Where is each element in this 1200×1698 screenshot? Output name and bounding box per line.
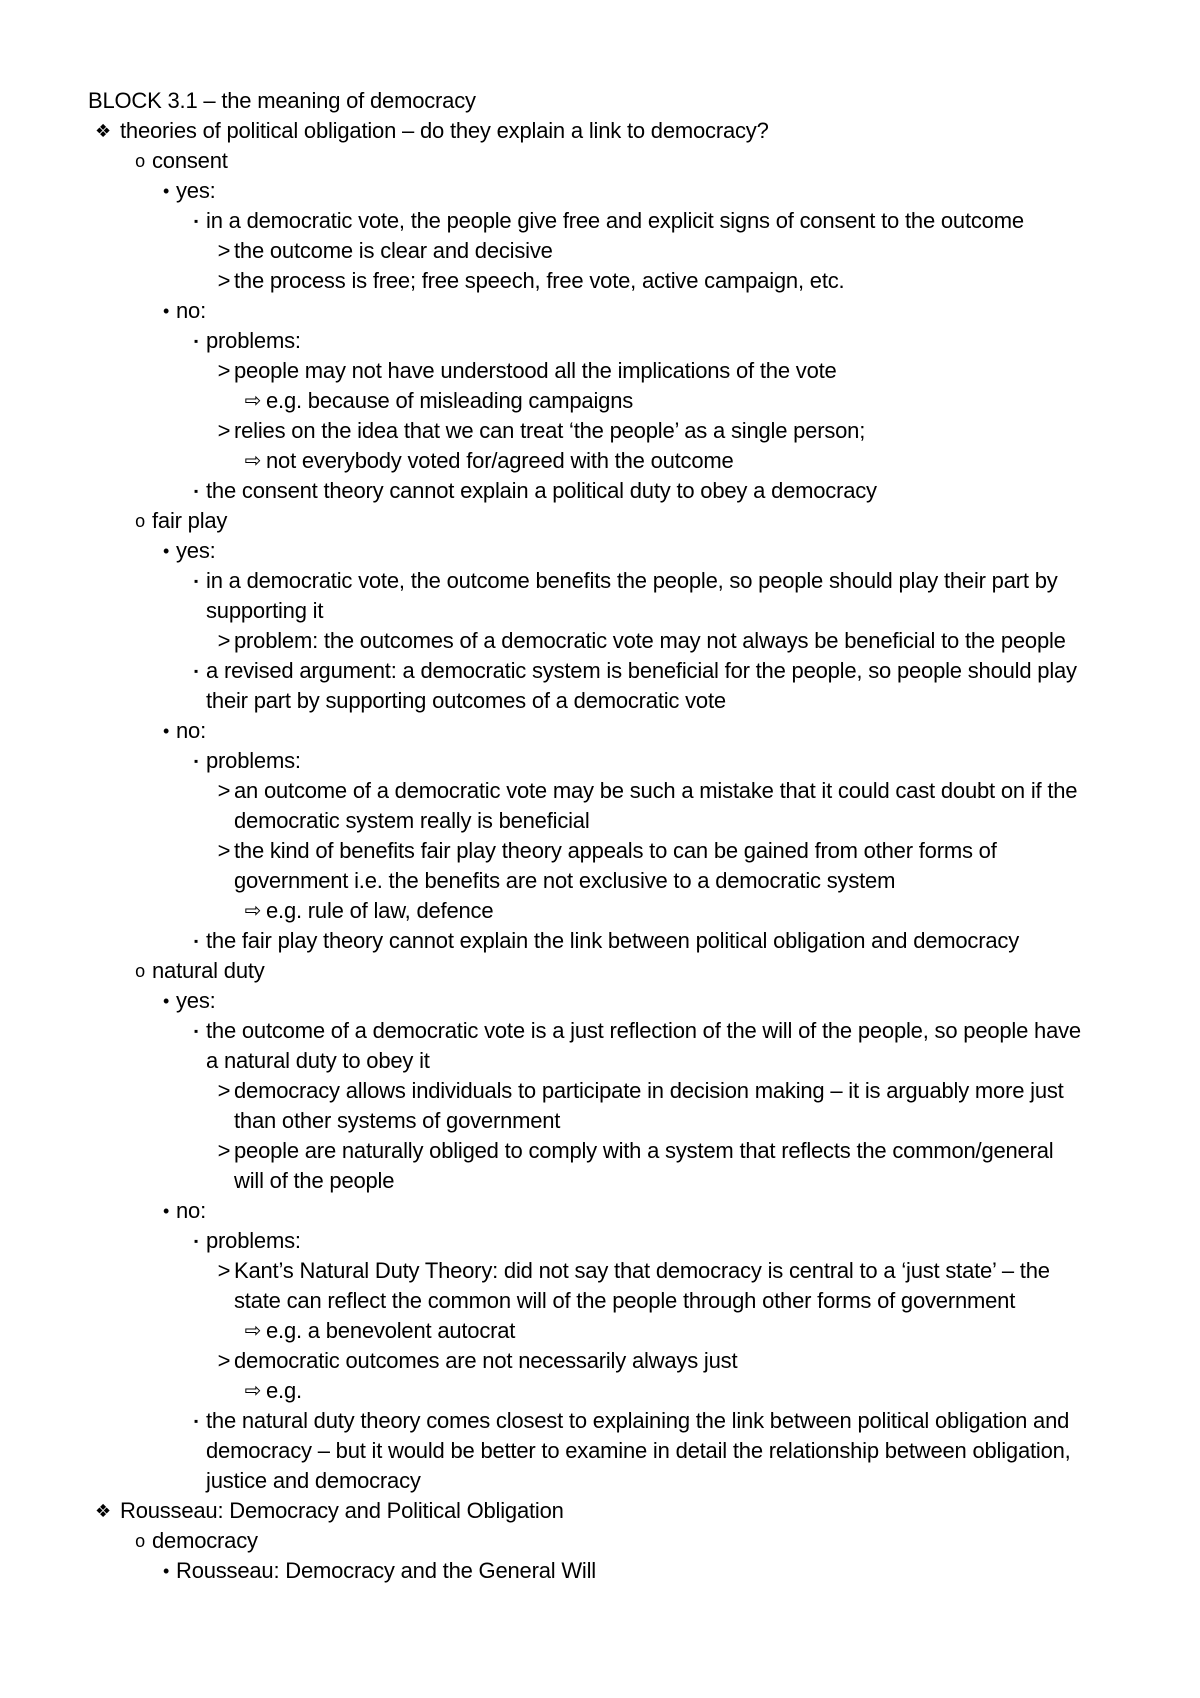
- list-item-continuation: democracy – but it would be better to examine in detail the relationship between obligation,: [206, 1438, 1071, 1463]
- dot-bullet-icon: •: [162, 181, 170, 201]
- problems-label: ▪ problems:: [88, 1226, 1138, 1256]
- dot-bullet-icon: •: [162, 1201, 170, 1221]
- notes-body: [88, 86, 1138, 1586]
- problems-label: ▪ problems:: [88, 746, 1138, 776]
- list-item-continuation: their part by supporting outcomes of a democratic vote: [206, 688, 726, 713]
- list-item: ▪ in a democratic vote, the outcome benefits the people, so people should play their part by: [88, 566, 1138, 596]
- example-item: ⇨ not everybody voted for/agreed with the outcome: [88, 446, 1138, 476]
- greater-than-bullet-icon: >: [217, 778, 231, 803]
- theory-heading-natural-duty: o natural duty: [88, 956, 1138, 986]
- list-item: > the outcome is clear and decisive: [88, 236, 1138, 266]
- yes-label: • yes:: [88, 536, 1138, 566]
- arrow-bullet-icon: ⇨: [244, 450, 262, 472]
- list-item: ▪ a revised argument: a democratic system is beneficial for the people, so people should play: [88, 656, 1138, 686]
- dot-bullet-icon: •: [162, 991, 170, 1011]
- arrow-bullet-icon: ⇨: [244, 1380, 262, 1402]
- problems-label: ▪ problems:: [88, 326, 1138, 356]
- list-item: > Kant’s Natural Duty Theory: did not say that democracy is central to a ‘just state’ – the: [88, 1256, 1138, 1286]
- greater-than-bullet-icon: >: [217, 628, 231, 653]
- greater-than-bullet-icon: >: [217, 418, 231, 443]
- example-item: ⇨ e.g. a benevolent autocrat: [88, 1316, 1138, 1346]
- theory-heading-fair-play: o fair play: [88, 506, 1138, 536]
- greater-than-bullet-icon: >: [217, 1078, 231, 1103]
- list-item-continuation: will of the people: [234, 1168, 395, 1193]
- arrow-bullet-icon: ⇨: [244, 390, 262, 412]
- list-item-continuation: democratic system really is beneficial: [234, 808, 590, 833]
- greater-than-bullet-icon: >: [217, 268, 231, 293]
- square-bullet-icon: ▪: [193, 1234, 199, 1248]
- square-bullet-icon: ▪: [193, 754, 199, 768]
- list-item-continuation: government i.e. the benefits are not exclusive to a democratic system: [234, 868, 896, 893]
- greater-than-bullet-icon: >: [217, 238, 231, 263]
- list-item-continuation: supporting it: [206, 598, 324, 623]
- circle-bullet-icon: o: [135, 961, 145, 981]
- greater-than-bullet-icon: >: [217, 358, 231, 383]
- no-label: • no:: [88, 716, 1138, 746]
- example-item: ⇨ e.g. because of misleading campaigns: [88, 386, 1138, 416]
- conclusion-item: ▪ the consent theory cannot explain a political duty to obey a democracy: [88, 476, 1138, 506]
- greater-than-bullet-icon: >: [217, 1348, 231, 1373]
- dot-bullet-icon: •: [162, 1561, 170, 1581]
- dot-bullet-icon: •: [162, 301, 170, 321]
- example-item: ⇨ e.g. rule of law, defence: [88, 896, 1138, 926]
- list-item-continuation: state can reflect the common will of the people through other forms of government: [234, 1288, 1016, 1313]
- no-label: • no:: [88, 1196, 1138, 1226]
- section-heading: ❖ Rousseau: Democracy and Political Obligation: [88, 1496, 1138, 1526]
- list-item: > the kind of benefits fair play theory appeals to can be gained from other forms of: [88, 836, 1138, 866]
- circle-bullet-icon: o: [135, 151, 145, 171]
- list-item: > relies on the idea that we can treat ‘the people’ as a single person;: [88, 416, 1138, 446]
- list-item: > the process is free; free speech, free vote, active campaign, etc.: [88, 266, 1138, 296]
- square-bullet-icon: ▪: [193, 214, 199, 228]
- list-item: > an outcome of a democratic vote may be such a mistake that it could cast doubt on if the: [88, 776, 1138, 806]
- conclusion-item: ▪ the natural duty theory comes closest to explaining the link between political obligation and: [88, 1406, 1138, 1436]
- list-item: ▪ in a democratic vote, the people give free and explicit signs of consent to the outcome: [88, 206, 1138, 236]
- theory-heading-democracy: o democracy: [88, 1526, 1138, 1556]
- list-item: > democracy allows individuals to participate in decision making – it is arguably more just: [88, 1076, 1138, 1106]
- greater-than-bullet-icon: >: [217, 838, 231, 863]
- list-item-continuation: a natural duty to obey it: [206, 1048, 430, 1073]
- list-item: > people may not have understood all the implications of the vote: [88, 356, 1138, 386]
- greater-than-bullet-icon: >: [217, 1258, 231, 1283]
- square-bullet-icon: ▪: [193, 934, 199, 948]
- example-item: ⇨ e.g.: [88, 1376, 1138, 1406]
- theory-heading-consent: o consent: [88, 146, 1138, 176]
- no-label: • no:: [88, 296, 1138, 326]
- list-item: > problem: the outcomes of a democratic vote may not always be beneficial to the people: [88, 626, 1138, 656]
- list-item: • Rousseau: Democracy and the General Will: [88, 1556, 1138, 1586]
- dot-bullet-icon: •: [162, 541, 170, 561]
- yes-label: • yes:: [88, 986, 1138, 1016]
- conclusion-item: ▪ the fair play theory cannot explain the link between political obligation and democracy: [88, 926, 1138, 956]
- square-bullet-icon: ▪: [193, 334, 199, 348]
- page-title: BLOCK 3.1 – the meaning of democracy: [88, 88, 476, 113]
- diamond-bullet-icon: ❖: [95, 121, 111, 141]
- list-item: > people are naturally obliged to comply with a system that reflects the common/general: [88, 1136, 1138, 1166]
- dot-bullet-icon: •: [162, 721, 170, 741]
- square-bullet-icon: ▪: [193, 574, 199, 588]
- section-heading: ❖ theories of political obligation – do they explain a link to democracy?: [88, 116, 1138, 146]
- list-item-continuation: than other systems of government: [234, 1108, 561, 1133]
- square-bullet-icon: ▪: [193, 1414, 199, 1428]
- arrow-bullet-icon: ⇨: [244, 900, 262, 922]
- arrow-bullet-icon: ⇨: [244, 1320, 262, 1342]
- diamond-bullet-icon: ❖: [95, 1501, 111, 1521]
- list-item: ▪ the outcome of a democratic vote is a just reflection of the will of the people, so people have: [88, 1016, 1138, 1046]
- circle-bullet-icon: o: [135, 1531, 145, 1551]
- list-item: > democratic outcomes are not necessarily always just: [88, 1346, 1138, 1376]
- list-item-continuation: justice and democracy: [206, 1468, 421, 1493]
- circle-bullet-icon: o: [135, 511, 145, 531]
- square-bullet-icon: ▪: [193, 1024, 199, 1038]
- yes-label: • yes:: [88, 176, 1138, 206]
- square-bullet-icon: ▪: [193, 664, 199, 678]
- greater-than-bullet-icon: >: [217, 1138, 231, 1163]
- square-bullet-icon: ▪: [193, 484, 199, 498]
